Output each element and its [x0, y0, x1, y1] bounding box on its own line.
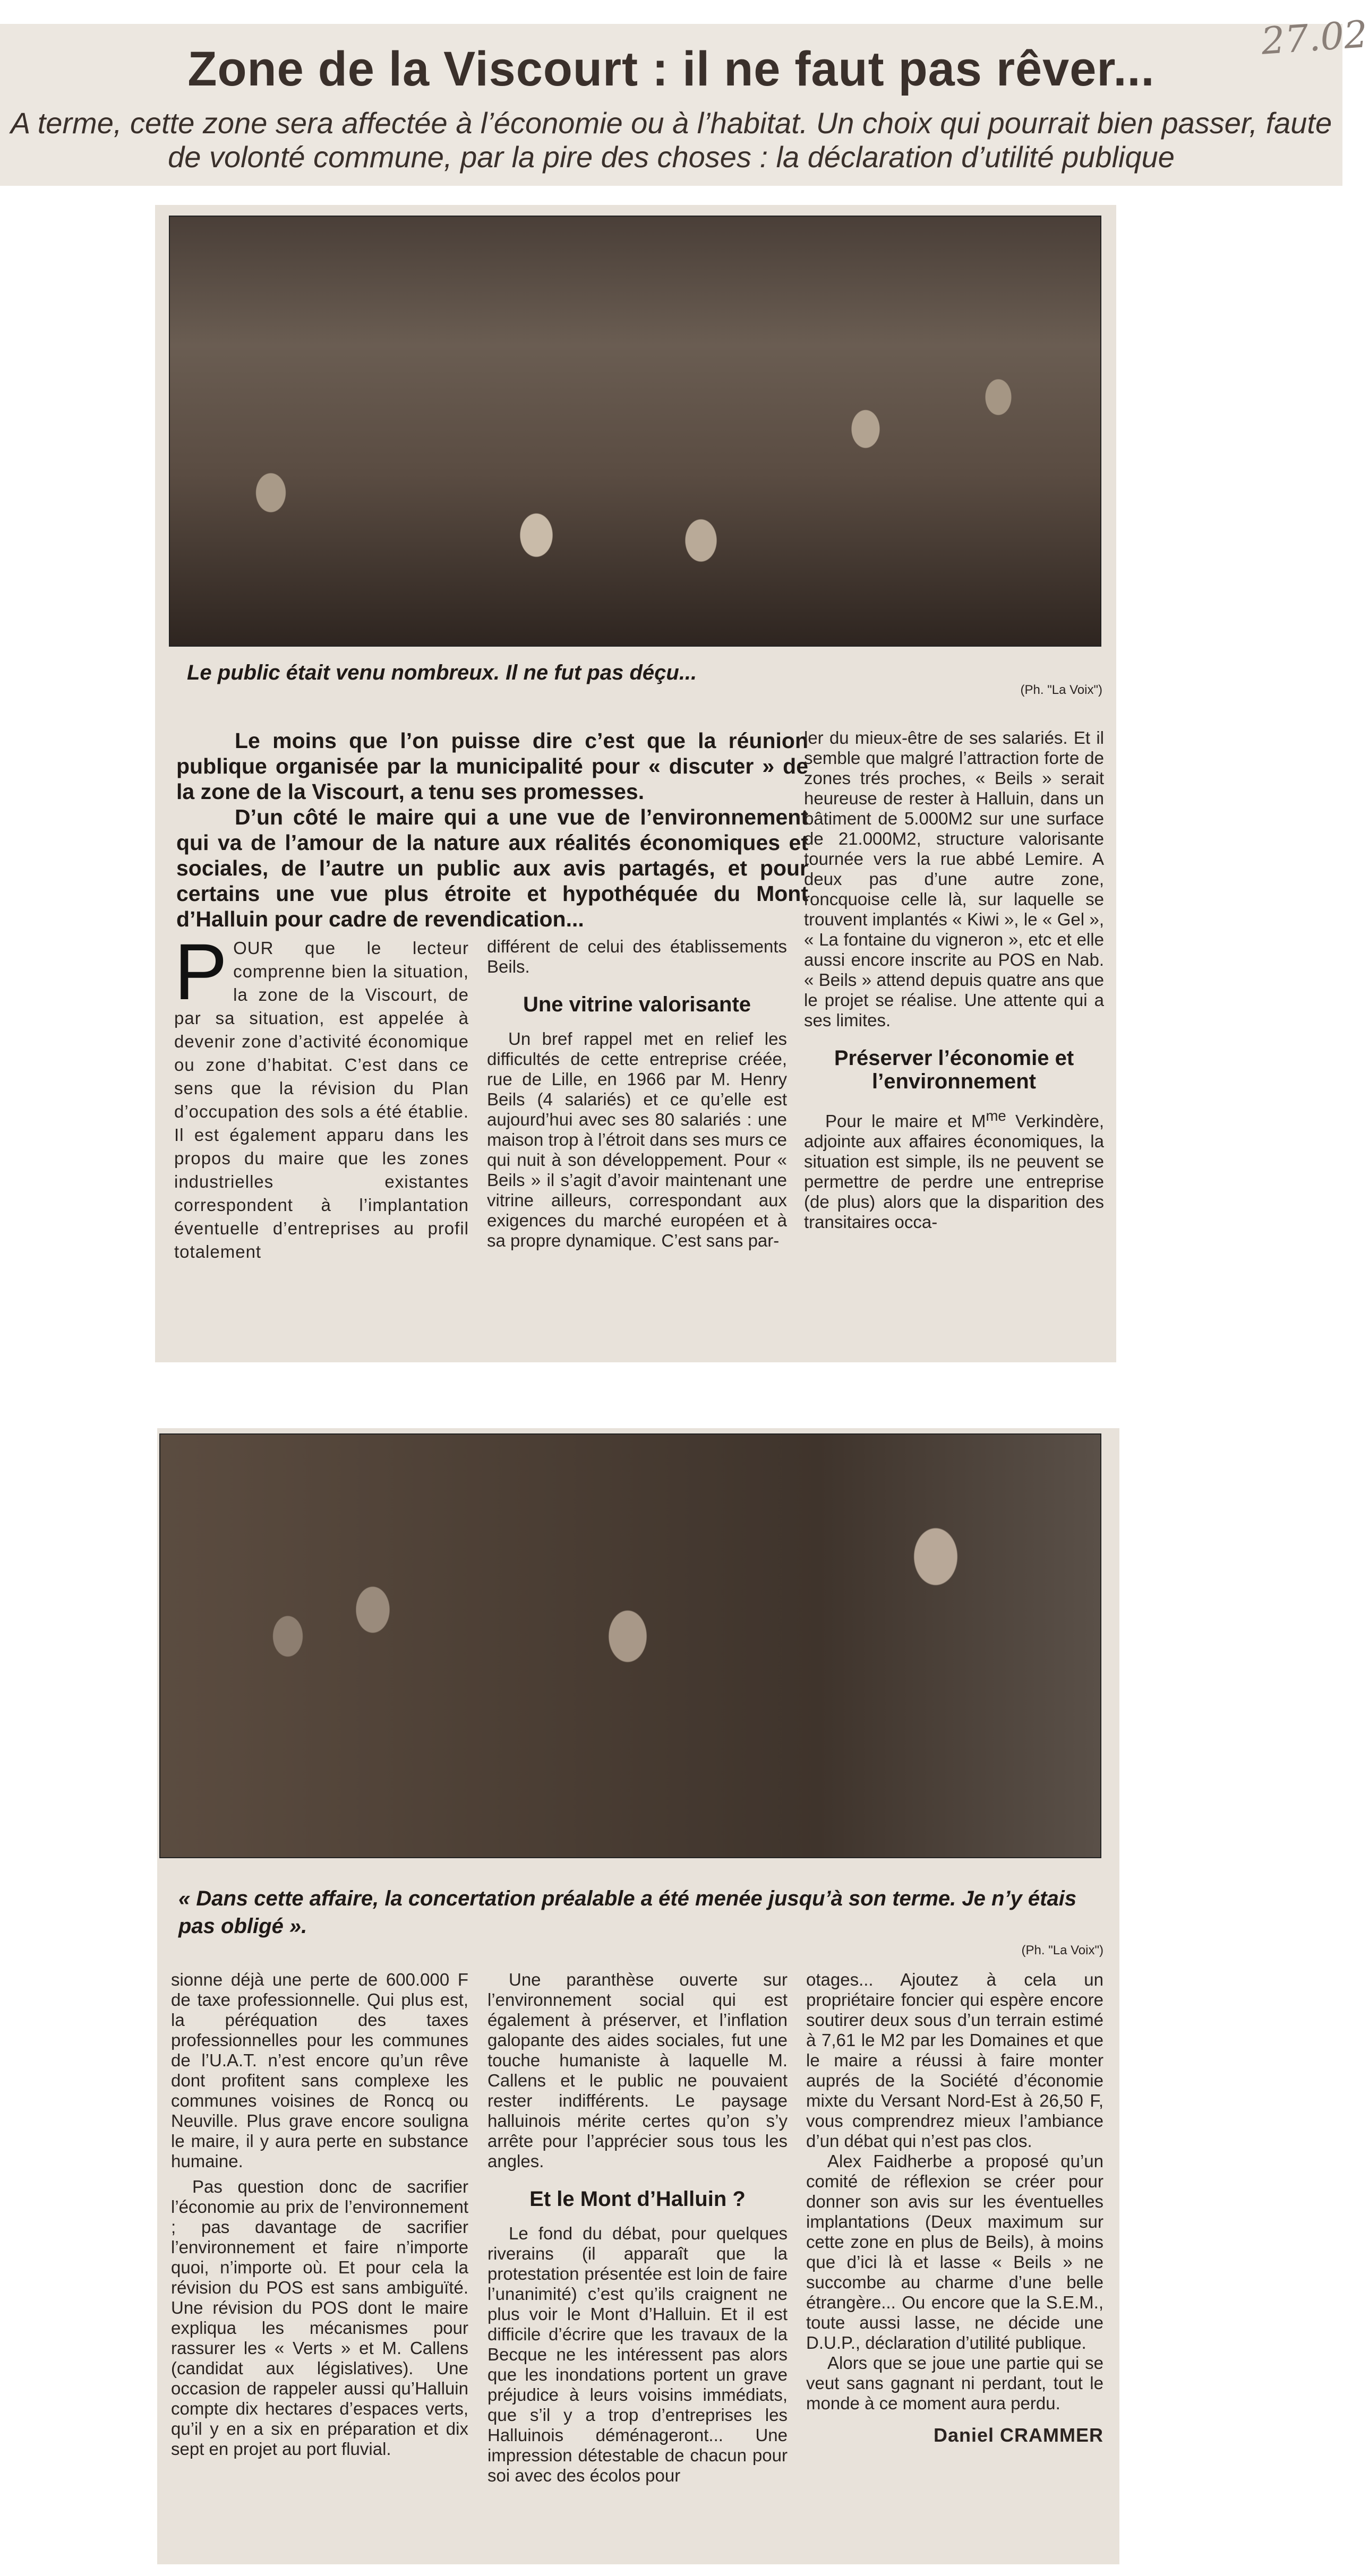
subheadline: A terme, cette zone sera affectée à l’économie ou à l’habitat. Un choix qui pourrait bien passer, faute de volonté commune, par la pire des choses : la déclaration d’utilité publique	[10, 106, 1332, 174]
photo-public-audience	[169, 216, 1101, 647]
body-text: Une paranthèse ouverte sur l’environnement social qui est également à préserver, et l’inflation galopante des aides sociales, fut une touche humaniste à laquelle M. Callens et le public ne pouvaient rester indifférents. Le paysage halluinois mérite certes qu’on s’y arrête pour l’apprécier sous tous les angles.	[487, 1970, 788, 2171]
body-text: Pour le maire et $M^{me}$ Verkindère, adjointe aux affaires économiques, la situation est simple, ils ne peuvent se permettre de perdre une entreprise (de plus) alors que la disparition des transitaires occa-	[804, 1107, 1104, 1232]
section-heading: Préserver l’économie et l’environnement	[834, 1046, 1074, 1093]
lead-text: D’un côté le maire qui a une vue de l’environnement qui va de l’amour de la nature aux réalités économiques et sociales, de l’autre un public aux avis partagés, et pour certains une vue plus étroite et hypothéquée du Mont d’Halluin pour cadre de revendication...	[176, 805, 808, 931]
lead-paragraph	[176, 728, 808, 932]
article-section-2	[157, 1428, 1119, 2564]
body-text: sionne déjà une perte de 600.000 F de taxe professionnelle. Qui plus est, la péréquation des taxes professionnelles pour les communes de l’U.A.T. n’est encore qu’un rêve dont profitent sans complexe les communes voisines de Roncq ou Neuville. Plus grave encore souligna le maire, il y aura perte en substance humaine.	[171, 1970, 468, 2171]
column-1	[174, 927, 469, 1264]
body-text: Pas question donc de sacrifier l’économie au prix de l’environnement ; pas davantage de sacrifier l’environnement et faire n’importe quoi, n’importe où. Et pour cela la révision du POS est sans ambiguïté. Une révision du POS dont le maire expliqua les mécanismes pour rassurer les « Verts » et M. Callens (candidat aux législatives). Une occasion de rappeler aussi qu’Halluin compte dix hectares d’espaces verts, qu’il y en a six en préparation et dix sept en projet au port fluvial.	[171, 2177, 468, 2459]
body-text: OUR que le lecteur comprenne bien la situation, la zone de la Viscourt, de par sa situation, est appelée à devenir zone d’activité économique ou zone d’habitat. C’est dans ce sens que la révision du Plan d’occupation des sols a été établie. Il est également apparu dans les propos du maire que les zones industrielles existantes correspondent à l’implantation éventuelle d’entreprises au profil totalement	[174, 938, 469, 1261]
photo-credit: (Ph. "La Voix")	[1021, 1943, 1103, 1957]
photo-caption: Le public était venu nombreux. Il ne fut pas déçu...	[187, 661, 697, 684]
lead-text: Le moins que l’on puisse dire c’est que la réunion publique organisée par la municipalité pour « discuter » de la zone de la Viscourt, a tenu ses promesses.	[176, 728, 808, 804]
body-text: Alex Faidherbe a proposé qu’un comité de réflexion se créer pour donner son avis sur les éventuelles implantations (Deux maximum sur cette zone en plus de Beils), à moins que d’ici là et lasse « Beils » ne succombe au charme d’une belle étrangère... Ou encore que la S.E.M., toute aussi lasse, ne décide une D.U.P., déclaration d’utilité publique.	[806, 2151, 1103, 2352]
column-3	[804, 728, 1104, 1232]
photo-caption: « Dans cette affaire, la concertation préalable a été menée jusqu’à son terme. Je n’y étais pas obligé ».	[178, 1887, 1077, 1938]
column-2	[487, 1970, 788, 2486]
column-3	[806, 1970, 1103, 2445]
headline: Zone de la Viscourt : il ne faut pas rêver...	[187, 42, 1155, 96]
photo-credit: (Ph. "La Voix")	[1020, 683, 1102, 697]
body-text: Alors que se joue une partie qui se veut sans gagnant ni perdant, tout le monde à ce moment aura perdu.	[806, 2353, 1103, 2413]
column-1	[171, 1970, 468, 2459]
section-heading: Une vitrine valorisante	[523, 993, 751, 1016]
photo-officials-table	[159, 1433, 1101, 1858]
article-section-1	[155, 205, 1116, 1362]
column-2	[487, 937, 787, 1251]
drop-cap: P	[174, 927, 228, 1016]
body-text: ler du mieux-être de ses salariés. Et il semble que malgré l’attraction forte de zones trés proches, « Beils » serait heureuse de rester à Halluin, dans un bâtiment de 5.000M2 sur une surface de 21.000M2, structure valorisante tournée vers la rue abbé Lemire. A deux pas d’une autre zone, roncquoise celle là, sur laquelle se trouvent implantés « Kiwi », le « Gel », « La fontaine du vigneron », etc et elle aussi encore inscrite au POS en Nab. « Beils » attend depuis quatre ans que le projet se réalise. Une attente qui a ses limites.	[804, 728, 1104, 1030]
body-text: Le fond du débat, pour quelques riverains (il apparaît que la protestation présentée est loin de faire l’unanimité) c’est qu’ils craignent ne plus voir le Mont d’Halluin. Et il est difficile d’écrire que les travaux de la Becque ne les intéressent pas alors que les inondations portent un grave préjudice à leurs voisins immédiats, que s’il y a trop d’entreprises les Halluinois déménageront... Une impression détestable de chacun pour soi avec des écolos pour	[487, 2223, 788, 2485]
body-text: différent de celui des établissements Beils.	[487, 937, 787, 976]
handwritten-date: 27.02	[1260, 12, 1369, 63]
body-text: otages... Ajoutez à cela un propriétaire foncier qui espère encore soutirer deux sous d’un terrain estimé à 7,61 le M2 par les Domaines et que le maire a réussi à faire monter auprés de la Société d’économie mixte du Versant Nord-Est à 26,50 F, vous comprendrez mieux l’ambiance d’un débat qui n’est pas clos.	[806, 1970, 1103, 2151]
author-signature: Daniel CRAMMER	[933, 2424, 1103, 2446]
body-text: Un bref rappel met en relief les difficultés de cette entreprise créée, rue de Lille, en 1966 par M. Henry Beils (4 salariés) et ce qu’elle est aujourd’hui avec ses 80 salariés : une maison trop à l’étroit dans ses murs ce qui nuit à son développement. Pour « Beils » il s’agit d’avoir maintenant une vitrine ailleurs, correspondant aux exigences du marché européen et à sa propre dynamique. C’est sans par-	[487, 1029, 787, 1250]
section-heading: Et le Mont d’Halluin ?	[529, 2187, 746, 2211]
